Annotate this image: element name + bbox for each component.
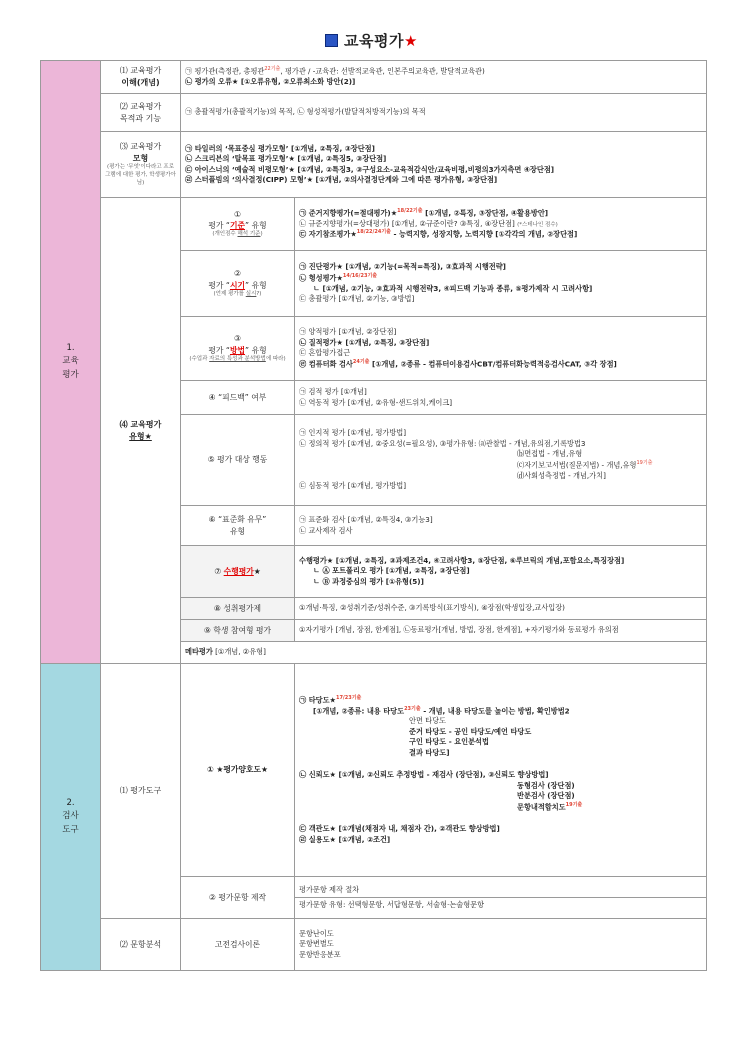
sub-quality: ① ★평가양호도★ [181, 664, 295, 877]
performance-content: 수행평가★ [①개념, ②특징, ③과제조건4, ④고려사항3, ⑤장단점, ⑥루브릭의 개념,포함요소,특징장점] ㄴ Ⓐ 포트폴리오 평가 [①개념, ②특징, ③장단점] ㄴ Ⓑ 과정중심의 평가 [①유형(5)] [295, 546, 707, 598]
red-star-icon: ★ [404, 32, 418, 50]
models-content: ㉠ 타일러의 ‘목표중심 평가모형’ [①개념, ②특징, ③장단점] ㉡ 스크리븐의 ‘탈목표 평가모형’★ [①개념, ②특징5, ③장단점] ㉢ 아이스너의 ‘예술적 비평모형’★ [①개념, ②특징3, ③구성요소-교육적감식안/교육비평,비평의3가지측면 ④장단점] ㉣ 스터플빔의 ‘의사결정(CIPP) 모형’★ [①개념, ②의사결정단계와 그에 따른 평가유형, ③장단점] [181, 132, 707, 198]
analysis-content: 문항난이도 문항변별도 문항반응분포 [295, 919, 707, 971]
category-analysis: ⑵ 문항분석 [101, 919, 181, 971]
row-criterion-type [41, 198, 707, 251]
page-title: 교육평가★ [0, 30, 743, 51]
achievement-content: ①개념·특징, ②성취기준/성취수준, ③기록방식(표기방식), ④장점(학생입장,교사입장) [295, 598, 707, 620]
quality-content: ㉠ 타당도★$^{17/23기출}$ [①개념, ②종류: 내용 타당도$^{23기출}$ - 개념, 내용 타당도를 높이는 방법, 확인방법2 안면 타당도 준거 타당도 - 공인 타당도/예언 타당도 구인 타당도 - 요인분석법 결과 타당도] ㉡ 신뢰도★ [①개념, ②신뢰도 추정방법 - 재검사 (장단점), ③신뢰도 향상방법] 동형검사 (장단점) 반분검사 (장단점) 문항내적합치도$^{19기출}$ ㉢ 객관도★ [①개념(채점자 내, 채점자 간), ②객관도 향상방법] ㉣ 실용도★ [①개념, ②조건] [295, 664, 707, 877]
outline-table [40, 60, 707, 971]
category-concept: ⑴ 교육평가 이해(개념) [101, 61, 181, 94]
sub-performance: ⑦ 수행평가★ [181, 546, 295, 598]
sub-standardized: ⑥ “표준화 유무” 유형 [181, 506, 295, 546]
row-purpose [41, 94, 707, 132]
sub-item-making: ② 평가문항 제작 [181, 877, 295, 919]
section-1-label: 1. 교육 평가 [41, 61, 101, 664]
sub-feedback: ④ “피드백” 여부 [181, 381, 295, 415]
sub-classical: 고전검사이론 [181, 919, 295, 971]
category-purpose: ⑵ 교육평가 목적과 기능 [101, 94, 181, 132]
sub-achievement: ⑧ 성취평가제 [181, 598, 295, 620]
category-models: ⑶ 교육평가 모형 (평가는 '무엇'이다라고 프로그램에 대한 평가, 학생평가아님) [101, 132, 181, 198]
meta-content: 메타평가 [①개념, ②유형] [181, 642, 707, 664]
row-item-analysis [41, 919, 707, 971]
sub-criterion: ① 평가 “기준” 유형 (개인점수 해석 기준) [181, 198, 295, 251]
feedback-content: ㉠ 검적 평가 [①개념] ㉡ 역동적 평가 [①개념, ②유형-샌드위치,케이크] [295, 381, 707, 415]
category-types: ⑷ 교육평가 유형★ [101, 198, 181, 664]
criterion-content: ㉠ 준거지향평가(=절대평가)★$^{18/22기출}$ [①개념, ②특징, ③장단점, ④활용방안] ㉡ 규준지향평가(=상대평가) [①개념, ②규준이란? ③특징, ④장단점] (*스테나인 점수) ㉢ 자기참조평가★$^{18/22/24기출}$ - 능력지향, 성장지향, 노력지향 [①각각의 개념, ②장단점] [295, 198, 707, 251]
category-tools: ⑴ 평가도구 [101, 664, 181, 919]
section-2-label: 2. 검사 도구 [41, 664, 101, 971]
sub-method: ③ 평가 “방법” 유형 (수업과 자료의 특성과 분석방법에 따라) [181, 317, 295, 381]
row-models [41, 132, 707, 198]
sub-timing: ② 평가 “시기” 유형 (언제 평가를 실시?) [181, 251, 295, 317]
concept-content: ㉠ 평가관(측정관, 총평관$^{22기출}$, 평가관 / -교육관: 선발적교육관, 인본주의교육관, 발달적교육관) ㉡ 평가의 오류★ [①오류유형, ②오류최소화 방안(2)] [181, 61, 707, 94]
method-content: ㉠ 양적평가 [①개념, ②장단점] ㉡ 질적평가★ [①개념, ②특징, ③장단점] ㉢ 혼합평가접근 ㉣ 컴퓨터화 검사$^{24기출}$ [①개념, ②종류 - 컴퓨터이용검사CBT/컴퓨터화능력적응검사CAT, ③각 장점] [295, 317, 707, 381]
item-making-content: 평가문항 제작 절차 평가문항 유형: 선택형문항, 서답형문항, 서술형·논술형문항 [295, 877, 707, 919]
purpose-content: ㉠ 총괄적평가(총괄적기능)의 목적, ㉡ 형성적평가(발달적처방적기능)의 목적 [181, 94, 707, 132]
timing-content: ㉠ 진단평가★ [①개념, ②기능(=목적=특징), ③효과적 시행전략] ㉡ 형성평가★$^{14/16/23기출}$ ㄴ [①개념, ②기능, ③효과적 시행전략3, ④피드백 기능과 종류, ⑤평가제작 시 고려사항] ㉢ 총괄평가 [①개념, ②기능, ③방법] [295, 251, 707, 317]
standardized-content: ㉠ 표준화 검사 [①개념, ②특징4, ③기능3] ㉡ 교사제작 검사 [295, 506, 707, 546]
row-concept [41, 61, 707, 94]
participation-content: ①자기평가 [개념, 장점, 한계점], ㉡동료평가[개념, 방법, 장점, 한계점], +자기평가와 동료평가 유의점 [295, 620, 707, 642]
sub-participation: ⑨ 학생 참여형 평가 [181, 620, 295, 642]
blue-square-icon [325, 34, 338, 47]
sub-behavior: ⑤ 평가 대상 행동 [181, 415, 295, 506]
row-validity [41, 664, 707, 877]
behavior-content: ㉠ 인지적 평가 [①개념, 평가방법] ㉡ 정의적 평가 [①개념, ②중요성(=필요성), ③평가유형: ⒜관찰법 - 개념,유의점,기록방법3 ⒝면접법 - 개념,유형 ⒞자기보고서법(질문지법) - 개념,유형$^{19기출}$ ⒟사회성측정법 - 개념,가치] ㉢ 심동적 평가 [①개념, 평가방법] [295, 415, 707, 506]
